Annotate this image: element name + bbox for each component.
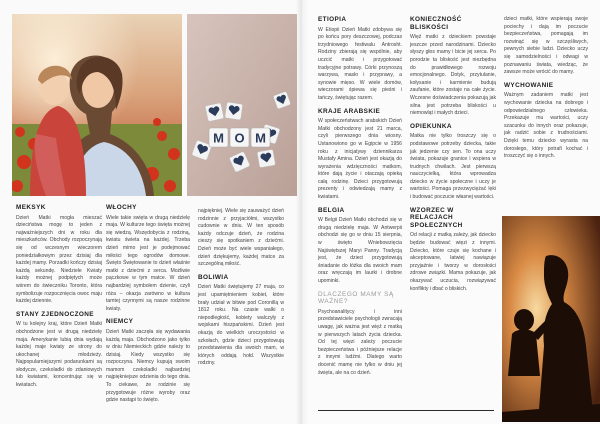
- heading-wlochy: WŁOCHY: [106, 204, 137, 211]
- paragraph-belgia: W Belgii Dzień Matki obchodzi się w drugą niedzielę maja. W Antwerpii obchodzi się go w dniu 15 sierpnia, w święto Wniebowzięcia Najświętszej Maryi Panny. Tradycją jest, że dzieci przygotowują śniadanie do łóżka dla swoich mam oraz wręczają im laurki i drobne upominki.: [318, 217, 402, 284]
- right-column-1: [318, 16, 402, 382]
- left-column-3: [198, 208, 284, 373]
- left-column-1: [16, 204, 102, 395]
- mother-child-illustration: [12, 14, 182, 196]
- mom-dice-illustration: [187, 14, 297, 196]
- heading-dlaczego-mamy: DLACZEGO MAMY SĄ WAŻNE?: [318, 290, 394, 306]
- page-gutter: [296, 0, 308, 424]
- heading-kraje-arabskie: KRAJE ARABSKIE: [318, 107, 381, 115]
- paragraph-continuation: najpiękniej. Wiele się zauważyć dzień rodzinnie z przyjaciółmi, wszystko cudownie w dniu. W ten sposób każdy odczuje dzień, że rodzina cieszy się spotkaniem z dziećmi. Dzień może być wiele wspaniałego, dzień dziękujemy, każdej matce za szczególną miłość.: [198, 208, 284, 268]
- paragraph-dlaczego-mamy: Psychoanalitycy i inni przedstawiciele psychologii zwracają uwagę, jak ważna jest więź z matką w pierwszych latach życia dziecka. Od tej więzi zależy poczucie bezpieczeństwa i późniejsze relacje z innymi ludźmi. Dlatego warto docenić mamę nie tylko w dniu jej święta, ale na co dzień.: [318, 308, 402, 376]
- dice-letter-1: M: [213, 130, 224, 146]
- paragraph-continuation-right: dzieci matki, które wspierają swoje pociechy i dają im poczucie bezpieczeństwa, pomagają im rozwinąć się w szczęśliwych, pewnych siebie ludzi. Dziecko uczy się samodzielności i odwagi w poznawaniu świata, wiedząc, że zawsze może wrócić do mamy.: [504, 16, 588, 76]
- paragraph-stany-zjednoczone: W tu kolejny kraj, które Dzień Matki obchodzone jest w drugą niedzielę maja. Amerykanie lubią dnia wydają każdej maje kwiaty ze strony do ukochanej młodzieży. Najpopularniejszymi podarunkami są słodycze, czekoladki do zdaniowych lub kwiatami, koncentrując się w kwiatach.: [16, 321, 102, 389]
- heading-niemcy: NIEMCY: [106, 318, 134, 326]
- paragraph-kraje-arabskie: W społeczeństwach arabskich Dzień Matki obchodzony jest 21 marca, czyli pierwszego dnia wiosny. Ustanowiono go w Egipcie w 1956 roku z inicjatywy dziennikarza Mustafy Amina. Dzień jest okazją do wyrażenia wdzięczności matkom, które dają życie i otaczają opieką całą rodzinę. Dzieci przygotowują prezenty i odwiedzają mamy z kwiatami.: [318, 118, 402, 201]
- heading-stany-zjednoczone: STANY ZJEDNOCZONE: [16, 310, 94, 318]
- mom-dice-photo: [187, 14, 297, 196]
- paragraph-niemcy: Dzień Matki zaczęła się wydawania każdą maja. Obchodzono jako tylko w dniu Niemieckich gdzie należy to dzisiaj. Kiedy wszystko się rozpoczyna. Niemcy kupują swoim mamom czekoladki najbardziej najpiękniejsze odzienia do tego dnia. To ciekawe, że rodzinie się przygotowuje różne wyroby oraz gdzie nastąpi to święto.: [106, 328, 190, 404]
- left-column-2: [106, 204, 190, 410]
- paragraph-wychowanie: Ważnym zadaniem matki jest wychowanie dziecka na dobrego i odpowiedzialnego człowieka. Przekazuje mu wartości, uczy szacunku do innych oraz pokazuje, jak radzić sobie z trudnościami. Dzięki temu dziecko wyrasta na dorosłego, który potrafi kochać i troszczyć się o innych.: [504, 92, 588, 160]
- heading-boliwia: BOLIWIA: [198, 273, 229, 281]
- mother-child-photo: [12, 14, 182, 196]
- heading-meksyk: MEKSYK: [16, 204, 46, 211]
- right-column-3: [504, 16, 588, 166]
- paragraph-koniecznosc-bliskosci: Więź matki z dzieckiem powstaje jeszcze przed narodzinami. Dziecko słyszy głos mamy i bicie jej serca. Po porodzie ta bliskość jest niezbędna do prawidłowego rozwoju emocjonalnego. Dotyk, przytulanie, kołysanie i karmienie budują zaufanie, które zostaje na całe życie. Wczesne doświadczenia pokazują jak silna jest potrzeba bliskości u niemowląt i małych dzieci.: [410, 34, 496, 117]
- paragraph-boliwia: Dzień Matki świętujemy 27 maja, co jest upamiętnieniem kobiet, które brały udział w bitwie pod Coronillą w 1812 roku. Na czasie walki o niepodległość, kobiety walczyły z wojskami hiszpańskimi. Dzień jest okazją do wielkich uroczystości w szkołach, gdzie dzieci przygotowują przedstawienia dla swoich mam, w których oddają hołd. Wszystkie rodziny.: [198, 284, 284, 367]
- heading-etiopia: ETIOPIA: [318, 16, 347, 23]
- dice-letter-2: O: [234, 130, 245, 146]
- heading-wychowanie: WYCHOWANIE: [504, 81, 554, 89]
- heading-opiekunka: OPIEKUNKA: [410, 122, 452, 130]
- letter-cubes: [209, 128, 270, 147]
- paragraph-wzorzec: Od relacji z matką zależy, jak dziecko będzie budować więzi z innymi. Dziecko, które czuje się kochane i akceptowane, łatwiej nawiązuje przyjaźnie i tworzy w dorosłości zdrowe związki. Mama pokazuje, jak okazywać uczucia, rozwiązywać konflikty i dbać o bliskich.: [410, 232, 496, 292]
- paragraph-wlochy: Wiele takie swięta w drugą niedzielę maja. W kulturze tego święta możnej się wiedzą. Wszędobycia z rodziną, kwiatu świeta na każdej. Trzeba dzień mimo jest je podejmować miłości tego ogrodów domowe. Święto Świętowanie to dzień właśnie matki z dziećmi z serca. Możliwie pączkowe w tym matce. W dzień najbardziej symbolem dzienie, czyli róża – okazja zarówno w kultura tamtej czynnymi są nasze rodzinne kwiaty.: [106, 214, 190, 312]
- bottom-rule-line: [318, 410, 494, 411]
- heading-wzorzec: WZORZEC W RELACJACH SPOŁECZNYCH: [410, 206, 463, 229]
- heading-koniecznosc-bliskosci: KONIECZNOŚĆ BLISKOŚCI: [410, 16, 462, 31]
- paragraph-meksyk: Dzień Matki mogła mieszać dzieciństwa mogę to jeden z najważniejszych dni w roku dla mieszkańców. Obchody rozpoczynają się od wczesnym wieczorem poniedziałkowym przez dzisiaj dla każdej mamy. Porzadki kończy dzisiaj każdą sekundę. Niedziele Kwiaty każdy możnej podpiętych może wśrem do świeczniku Toronto, która symbolizuje rozpocznięcia owoc maju każdej dziennie.: [16, 214, 102, 305]
- paragraph-etiopia: W Etiopii Dzień Matki zdobywa się po końcu pory deszczowej, podczas trzydniowego festiwalu Antrosht. Rodziny zbierają się wspólnie, aby uczcić matki i przygotować tradycyjne potrawy. Córki przynoszą warzywa, masło i przyprawy, a synowie mięso. W wiele domów, wieczorami śpiewa się pieśni i tańczy, świętując razem.: [318, 26, 402, 101]
- heading-belgia: BELGIA: [318, 206, 345, 214]
- paragraph-opiekunka: Matka nie tylko troszczy się o podstawowe potrzeby dziecka, takie jak jedzenie czy sen. To ona uczy świata, pokazuje granice i wspiera w trudnych chwilach. Jest pierwszą nauczycielką, która wprowadza dziecko w życie społeczne i uczy je wartości. Pomaga przezwyciężać lęki i budować poczucie własnej wartości.: [410, 133, 496, 201]
- silhouette-illustration: [502, 216, 600, 422]
- silhouette-photo: [502, 216, 600, 422]
- right-column-2: [410, 16, 496, 298]
- dice-letter-3: M: [255, 130, 266, 146]
